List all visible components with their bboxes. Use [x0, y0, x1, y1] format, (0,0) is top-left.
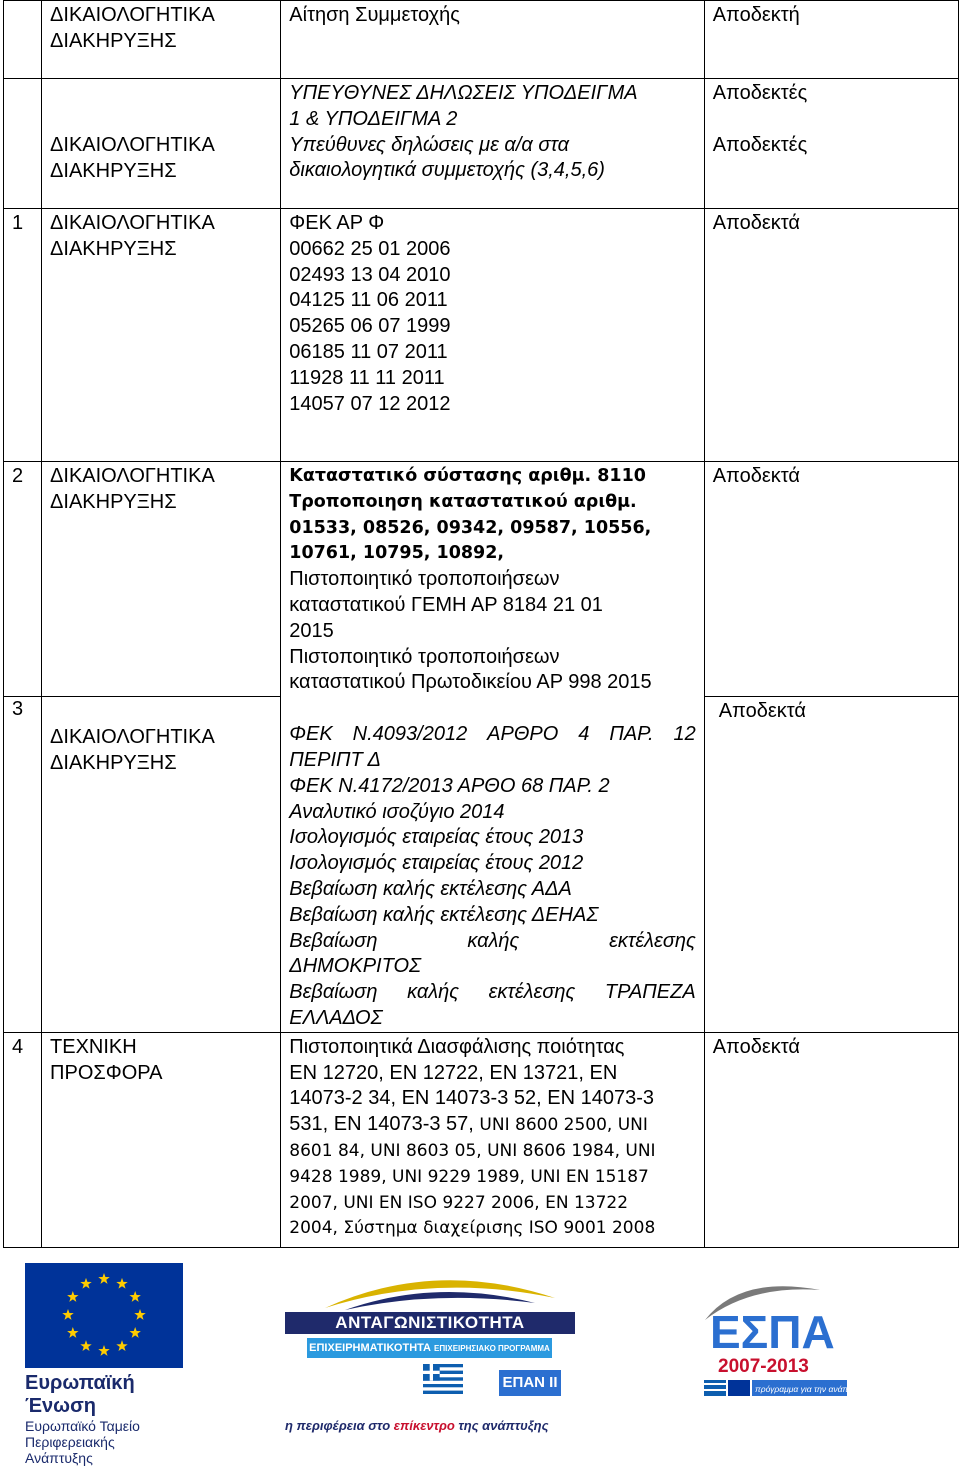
espa-slogan: πρόγραμμα για την ανάπτυξη: [755, 1384, 865, 1394]
status-cell: Αποδεκτά: [704, 1032, 958, 1247]
row-number: [4, 79, 42, 209]
eu-flag-icon: [25, 1263, 183, 1368]
eu-star-icon: [62, 1309, 73, 1320]
eu-star-icon: [116, 1340, 127, 1351]
table-row: [4, 1, 959, 79]
swoosh-icon: [285, 1268, 585, 1312]
epan-slogan: η περιφέρεια στο επίκεντρο της ανάπτυξης: [285, 1418, 549, 1433]
row-number: 4: [4, 1032, 42, 1247]
justified-line: Βεβαίωση καλής εκτέλεσης ΤΡΑΠΕΖΑ: [289, 981, 696, 1004]
status-cell: Αποδεκτά: [704, 209, 958, 462]
row-number: 3: [4, 697, 42, 1033]
eu-star-icon: [80, 1340, 91, 1351]
greek-flag-icon: [423, 1364, 463, 1394]
justified-line: Βεβαίωση καλής εκτέλεσης: [289, 929, 696, 952]
row-number: 2: [4, 462, 42, 697]
table-row: [4, 209, 959, 462]
document-description: Αίτηση Συμμετοχής: [281, 1, 704, 79]
epan-subtitle: ΕΠΙΧΕΙΡΗΜΑΤΙΚΟΤΗΤΑ ΕΠΙΧΕΙΡΗΣΙΑΚΟ ΠΡΟΓΡΑΜΜΑ: [309, 1342, 550, 1354]
epan-badge: ΕΠΑΝ ΙΙ: [499, 1370, 561, 1396]
eu-logo: [25, 1263, 185, 1466]
document-category: ΔΙΚΑΙΟΛΟΓΗΤΙΚΑ ΔΙΑΚΗΡΥΞΗΣ: [42, 79, 281, 209]
row-number: 1: [4, 209, 42, 462]
espa-text: ΕΣΠΑ: [710, 1306, 835, 1358]
status-cell: Αποδεκτές Αποδεκτές: [704, 79, 958, 209]
footer-logos: [0, 1250, 960, 1466]
epan-title: ΑΝΤΑΓΩΝΙΣΤΙΚΟΤΗΤΑ: [335, 1313, 525, 1332]
row-number: [4, 1, 42, 79]
document-category: ΔΙΚΑΙΟΛΟΓΗΤΙΚΑ ΔΙΑΚΗΡΥΞΗΣ: [42, 462, 281, 697]
documents-table: [3, 0, 959, 1248]
eu-star-icon: [116, 1278, 127, 1289]
document-description: ΦΕΚ Ν.4093/2012 ΑΡΘΡΟ 4 ΠΑΡ. 12 ΠΕΡΙΠΤ Δ ΦΕΚ Ν.4172/2013 ΑΡΘΟ 68 ΠΑΡ. 2 Αναλυτικό ισοζύγιο 2014 Ισολογισμός εταιρείας έτους 2013 Ισολογισμός εταιρείας έτους 2012 Βεβαίωση καλής εκτέλεσης ΑΔΑ Βεβαίωση καλής εκτέλεσης ΔΕΗΑΣ Βεβαίωση καλής εκτέλεσης ΔΗΜΟΚΡΙΤΟΣ Βεβαίωση καλής εκτέλεσης ΤΡΑΠΕΖΑ ΕΛΛΑΔΟΣ: [281, 697, 704, 1033]
epan-logo: [285, 1268, 585, 1433]
status-cell: Αποδεκτά: [704, 697, 958, 1033]
document-description: Καταστατικό σύστασης αριθμ. 8110 Τροποποιηση καταστατικού αριθμ. 01533, 08526, 09342, 09587, 10556, 10761, 10795, 10892, Πιστοποιητικό τροποποιήσεων καταστατικού ΓΕΜΗ ΑΡ 8184 21 01 2015 Πιστοποιητικό τροποποιήσεων καταστατικού Πρωτοδικείου ΑΡ 998 2015: [281, 462, 704, 697]
document-category: ΤΕΧΝΙΚΗ ΠΡΟΣΦΟΡΑ: [42, 1032, 281, 1247]
eu-star-icon: [134, 1309, 145, 1320]
table-row: [4, 462, 959, 697]
eu-star-icon: [67, 1327, 78, 1338]
document-description: ΦΕΚ ΑΡ Φ 00662 25 01 2006 02493 13 04 2010 04125 11 06 2011 05265 06 07 1999 06185 11 07 2011 11928 11 11 2011 14057 07 12 2012: [281, 209, 704, 462]
eu-star-icon: [98, 1345, 109, 1356]
justified-line: ΦΕΚ Ν.4093/2012 ΑΡΘΡΟ 4 ΠΑΡ. 12: [289, 723, 696, 746]
document-description: ΥΠΕΥΘΥΝΕΣ ΔΗΛΩΣΕΙΣ ΥΠΟΔΕΙΓΜΑ 1 & ΥΠΟΔΕΙΓΜΑ 2 Υπεύθυνες δηλώσεις με α/α στα δικαιολογητικά συμμετοχής (3,4,5,6): [281, 79, 704, 209]
document-category: ΔΙΚΑΙΟΛΟΓΗΤΙΚΑ ΔΙΑΚΗΡΥΞΗΣ: [42, 209, 281, 462]
espa-years: 2007-2013: [718, 1356, 809, 1377]
status-cell: Αποδεκτά: [704, 462, 958, 697]
espa-logo: [700, 1280, 865, 1405]
document-category: ΔΙΚΑΙΟΛΟΓΗΤΙΚΑ ΔΙΑΚΗΡΥΞΗΣ: [42, 1, 281, 79]
table-row: [4, 697, 959, 1033]
document-category: ΔΙΚΑΙΟΛΟΓΗΤΙΚΑ ΔΙΑΚΗΡΥΞΗΣ: [42, 697, 281, 1033]
table-row: [4, 1032, 959, 1247]
status-cell: Αποδεκτή: [704, 1, 958, 79]
document-description: Πιστοποιητικά Διασφάλισης ποιότητας ΕΝ 12720, ΕΝ 12722, ΕΝ 13721, ΕΝ 14073-2 34, ΕΝ 14073-3 52, ΕΝ 14073-3 531, ΕΝ 14073-3 57, UNI 8600 2500, UNI 8601 84, UNI 8603 05, UNI 8606 1984, UNI 9428 1989, UNI 9229 1989, UNI EN 15187 2007, UNI EN ISO 9227 2006, EN 13722 2004, Σύστημα διαχείρισης ISO 9001 2008: [281, 1032, 704, 1247]
eu-subtitle-2: Περιφερειακής Ανάπτυξης: [25, 1434, 115, 1466]
eu-star-icon: [98, 1273, 109, 1284]
eu-star-icon: [129, 1327, 140, 1338]
table-row: [4, 79, 959, 209]
eu-star-icon: [67, 1291, 78, 1302]
eu-subtitle-1: Ευρωπαϊκό Ταμείο: [25, 1418, 140, 1434]
eu-title: Ευρωπαϊκή Ένωση: [25, 1372, 135, 1417]
eu-star-icon: [129, 1291, 140, 1302]
eu-star-icon: [80, 1278, 91, 1289]
